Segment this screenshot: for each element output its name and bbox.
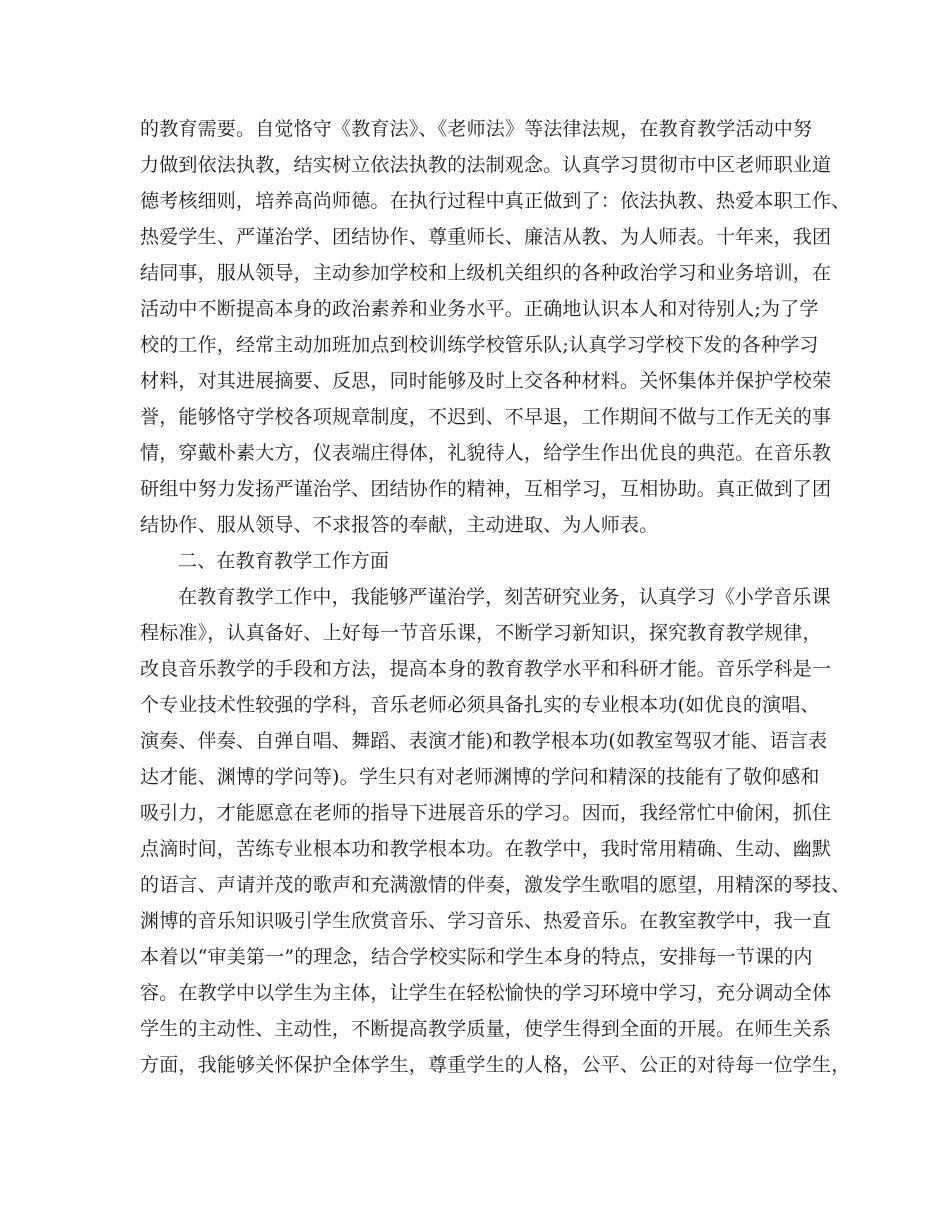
text-line: 吸引力，才能愿意在老师的指导下进展音乐的学习。因而，我经常忙中偷闲，抓住 bbox=[140, 802, 832, 824]
text-line: 点滴时间，苦练专业根本功和教学根本功。在教学中，我时常用精确、生动、幽默 bbox=[140, 838, 832, 860]
text-line: 誉，能够恪守学校各项规章制度，不迟到、不早退，工作期间不做与工作无关的事 bbox=[140, 406, 832, 428]
text-line: 力做到依法执教，结实树立依法执教的法制观念。认真学习贯彻市中区老师职业道 bbox=[140, 154, 832, 176]
text-line: 演奏、伴奏、自弹自唱、舞蹈、表演才能)和教学根本功(如教室驾驭才能、语言表 bbox=[140, 730, 828, 752]
text-line: 结同事，服从领导，主动参加学校和上级机关组织的各种政治学习和业务培训，在 bbox=[140, 262, 832, 284]
text-line: 本着以“审美第一”的理念，结合学校实际和学生本身的特点，安排每一节课的内 bbox=[140, 946, 813, 968]
text-line: 程标准》，认真备好、上好每一节音乐课，不断学习新知识，探究教育教学规律， bbox=[140, 622, 822, 644]
text-line: 材料，对其进展摘要、反思，同时能够及时上交各种材料。关怀集体并保护学校荣 bbox=[140, 370, 832, 392]
text-line: 个专业技术性较强的学科，音乐老师必须具备扎实的专业根本功(如优良的演唱、 bbox=[140, 694, 820, 716]
text-line: 在教育教学工作中，我能够严谨治学，刻苦研究业务，认真学习《小学音乐课 bbox=[178, 586, 831, 608]
text-line: 德考核细则，培养高尚师德。在执行过程中真正做到了：依法执教、热爱本职工作、 bbox=[140, 190, 851, 212]
text-line: 校的工作，经常主动加班加点到校训练学校管乐队;认真学习学校下发的各种学习 bbox=[140, 334, 819, 356]
text-line: 热爱学生、严谨治学、团结协作、尊重师长、廉洁从教、为人师表。十年来，我团 bbox=[140, 226, 832, 248]
text-line: 情，穿戴朴素大方，仪表端庄得体，礼貌待人，给学生作出优良的典范。在音乐教 bbox=[140, 442, 832, 464]
text-line: 活动中不断提高本身的政治素养和业务水平。正确地认识本人和对待别人;为了学 bbox=[140, 298, 819, 320]
text-line: 改良音乐教学的手段和方法，提高本身的教育教学水平和科研才能。音乐学科是一 bbox=[140, 658, 832, 680]
text-line: 渊博的音乐知识吸引学生欣赏音乐、学习音乐、热爱音乐。在教室教学中，我一直 bbox=[140, 910, 832, 932]
text-line: 达才能、渊博的学问等)。学生只有对老师渊博的学问和精深的技能有了敬仰感和 bbox=[140, 766, 820, 788]
text-line: 的教育需要。自觉恪守《教育法》、《老师法》等法律法规，在教育教学活动中努 bbox=[140, 118, 813, 140]
section-heading: 二、在教育教学工作方面 bbox=[178, 550, 390, 572]
text-line: 学生的主动性、主动性，不断提高教学质量，使学生得到全面的开展。在师生关系 bbox=[140, 1018, 832, 1040]
text-line: 容。在教学中以学生为主体，让学生在轻松愉快的学习环境中学习，充分调动全体 bbox=[140, 982, 832, 1004]
text-line: 研组中努力发扬严谨治学、团结协作的精神，互相学习，互相协助。真正做到了团 bbox=[140, 478, 832, 500]
text-line: 方面，我能够关怀保护全体学生，尊重学生的人格，公平、公正的对待每一位学生， bbox=[140, 1054, 851, 1076]
text-line: 结协作、服从领导、不求报答的奉献，主动进取、为人师表。 bbox=[140, 514, 659, 536]
text-line: 的语言、声请并茂的歌声和充满激情的伴奏，激发学生歌唱的愿望，用精深的琴技、 bbox=[140, 874, 851, 896]
